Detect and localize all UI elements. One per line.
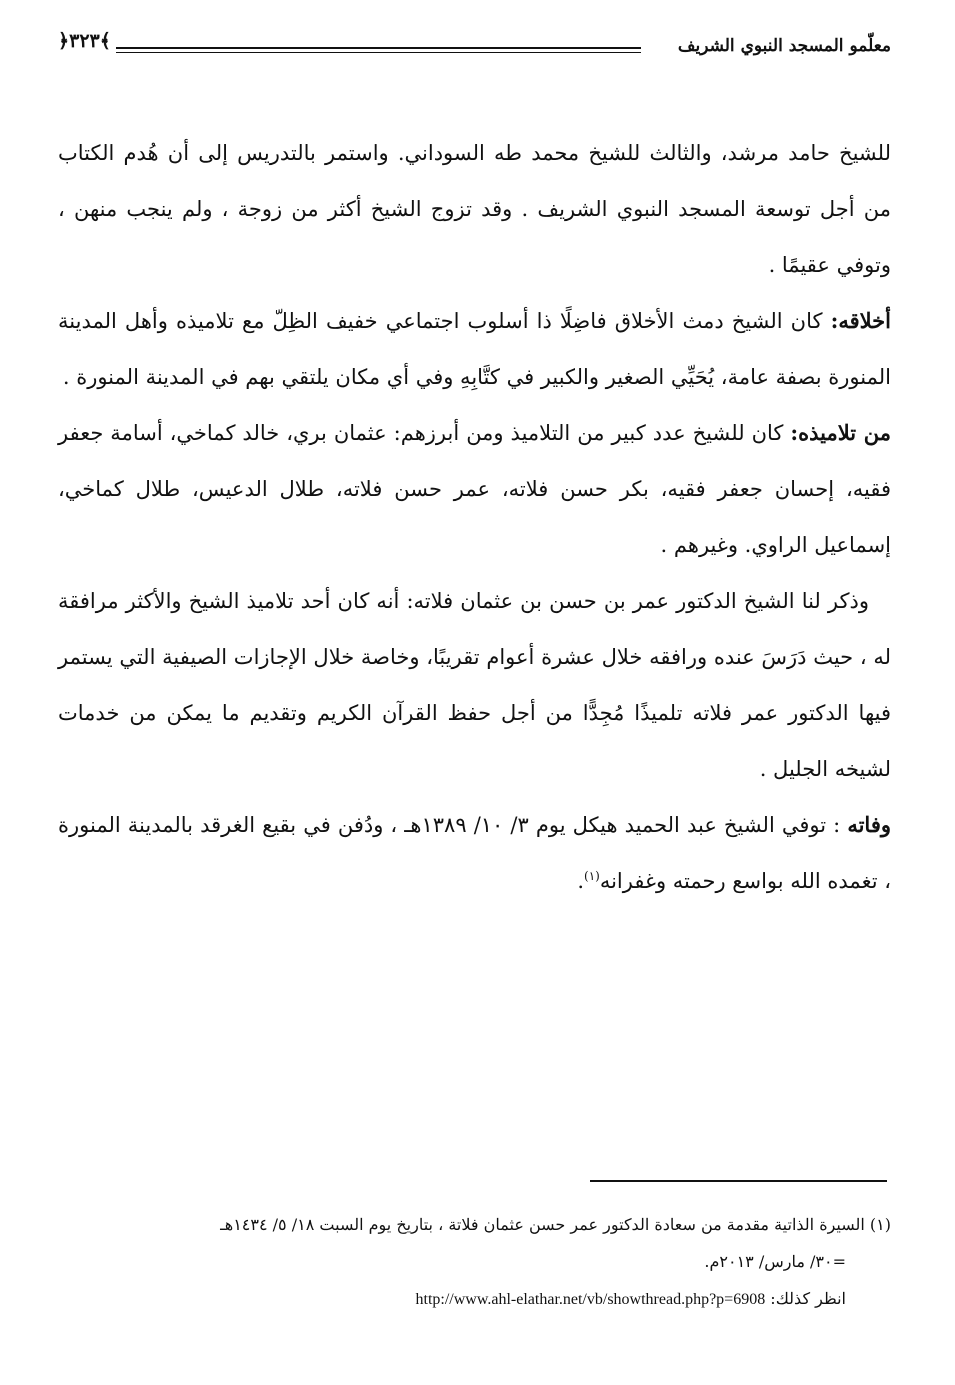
page-number: ﴿٣٢٣﴾ [58, 30, 111, 52]
main-text [58, 125, 891, 909]
footnote-1: (١) السيرة الذاتية مقدمة من سعادة الدكتور عمر حسن عثمان فلاتة ، بتاريخ يوم السبت ١٨/ ٥/ ١٤٣٤هـ [220, 1215, 891, 1234]
page-header [58, 30, 891, 70]
paragraph-death: وفاته : توفي الشيخ عبد الحميد هيكل يوم ٣/ ١٠/ ١٣٨٩هـ ، ودُفن في بقيع الغرقد بالمدينة المنورة ، تغمده الله بواسع رحمته وغفرانه$^{(١)}$. [58, 812, 891, 893]
header-rule-thin [116, 52, 641, 53]
section-heading-students: من تلاميذه: [790, 420, 891, 445]
see-also-label: انظر كذلك: [770, 1289, 846, 1308]
footnotes [58, 1206, 891, 1318]
paragraph-1: للشيخ حامد مرشد، والثالث للشيخ محمد طه السوداني. واستمر بالتدريس إلى أن هُدم الكتاب من أجل توسعة المسجد النبوي الشريف . وقد تزوج الشيخ أكثر من زوجة ، ولم ينجب منهن ، وتوفي عقيمًا . [58, 141, 891, 277]
section-heading-morals: أخلاقه: [830, 308, 891, 333]
footnote-separator [590, 1180, 887, 1182]
footnote-reference[interactable]: (١) [584, 869, 600, 883]
footnote-1-continued: =٣٠/ مارس/ ٢٠١٣م. [704, 1252, 846, 1271]
section-heading-death: وفاته [847, 812, 891, 837]
paragraph-morals: أخلاقه: كان الشيخ دمث الأخلاق فاضِلًا ذا أسلوب اجتماعي خفيف الظِلّ مع تلاميذه وأهل المدينة المنورة بصفة عامة، يُحَيِّي الصغير والكبير في كتَّابِهِ وفي أي مكان يلتقي بهم في المدينة المنورة . [58, 308, 891, 389]
footnote-see-also [58, 1280, 891, 1318]
paragraph-testimony: وذكر لنا الشيخ الدكتور عمر بن حسن بن عثمان فلاته: أنه كان أحد تلاميذ الشيخ والأكثر مرافقة له ، حيث دَرَسَ عنده ورافقه خلال عشرة أعوام تقريبًا، وخاصة خلال الإجازات الصيفية التي يستمر فيها الدكتور عمر فلاته تلميذًا مُجِدًّا من أجل حفظ القرآن الكريم وتقديم ما يمكن من خدمات لشيخه الجليل . [58, 589, 891, 781]
paragraph-students: من تلاميذه: كان للشيخ عدد كبير من التلاميذ ومن أبرزهم: عثمان بري، خالد كماخي، أسامة جعفر فقيه، إحسان جعفر فقيه، بكر حسن فلاته، عمر حسن فلاته، طلال الدعيس، طلال كماخي، إسماعيل الراوي. وغيرهم . [58, 420, 891, 557]
running-title: معلّمو المسجد النبوي الشريف [677, 36, 891, 56]
reference-link[interactable]: http://www.ahl-elathar.net/vb/showthread.php?p=6908 [415, 1291, 766, 1308]
header-rule [116, 47, 641, 49]
